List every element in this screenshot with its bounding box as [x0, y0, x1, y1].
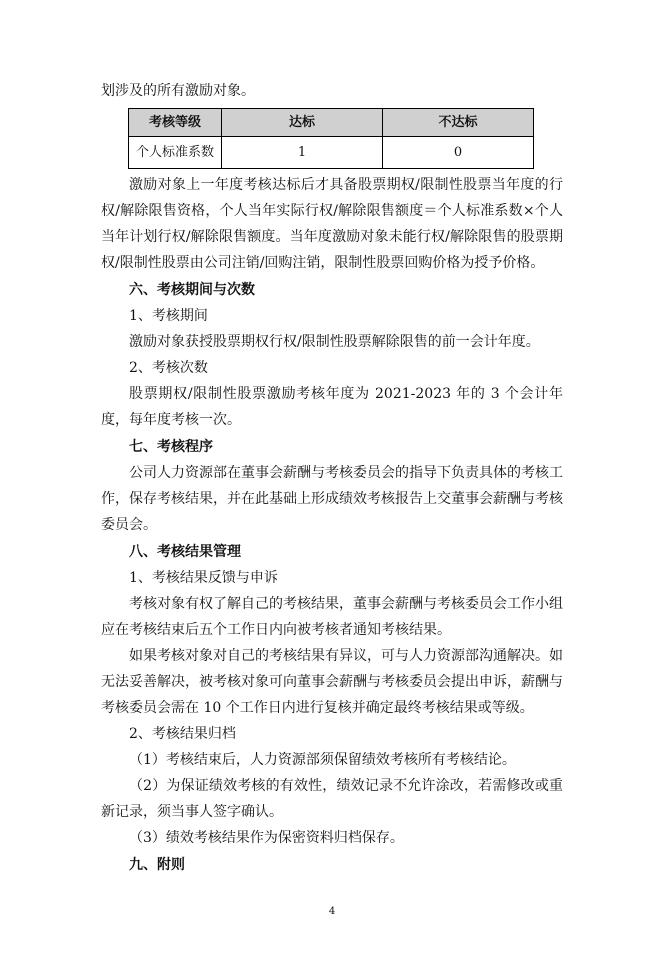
table-header: 考核等级	[129, 109, 222, 137]
table-cell: 个人标准系数	[129, 137, 222, 169]
paragraph: 如果考核对象对自己的考核结果有异议，可与人力资源部沟通解决。如无法妥善解决，被考核对象可向董事会薪酬与考核委员会提出申诉，薪酬与考核委员会需在 10 个工作日内进行复核并确定最终考核结果或等级。	[101, 648, 563, 716]
section-heading-9: 九、附则	[129, 857, 185, 873]
table-cell: 1	[222, 137, 383, 169]
paragraph: 股票期权/限制性股票激励考核年度为 2021-2023 年的 3 个会计年度，每年度考核一次。	[101, 386, 563, 428]
paragraph: （3）绩效考核结果作为保密资料归档保存。	[129, 830, 404, 846]
paragraph: （1）考核结束后，人力资源部须保留绩效考核所有考核结论。	[129, 752, 516, 768]
assessment-table	[128, 108, 534, 169]
paragraph: 考核对象有权了解自己的考核结果，董事会薪酬与考核委员会工作小组应在考核结束后五个工作日内向被考核者通知考核结果。	[101, 596, 563, 638]
subheading: 1、考核期间	[129, 308, 208, 324]
table-header-row	[129, 109, 534, 137]
subheading: 2、考核结果归档	[129, 726, 236, 742]
subheading: 1、考核结果反馈与申诉	[129, 570, 278, 586]
subheading: 2、考核次数	[129, 360, 208, 376]
section-heading-7: 七、考核程序	[129, 439, 213, 455]
paragraph: 激励对象上一年度考核达标后才具备股票期权/限制性股票当年度的行权/解除限售资格，个人当年实际行权/解除限售额度＝个人标准系数×个人当年计划行权/解除限售额度。当年度激励对象未能行权/解除限售的股票期权/限制性股票由公司注销/回购注销，限制性股票回购价格为授予价格。	[101, 177, 563, 271]
paragraph: 公司人力资源部在董事会薪酬与考核委员会的指导下负责具体的考核工作，保存考核结果，并在此基础上形成绩效考核报告上交董事会薪酬与考核委员会。	[101, 465, 563, 533]
table-cell: 0	[383, 137, 534, 169]
table-header: 不达标	[383, 109, 534, 137]
paragraph: 划涉及的所有激励对象。	[101, 83, 255, 99]
paragraph: （2）为保证绩效考核的有效性，绩效记录不允许涂改，若需修改或重新记录，须当事人签字确认。	[101, 778, 563, 820]
section-heading-6: 六、考核期间与次数	[129, 282, 255, 298]
section-heading-8: 八、考核结果管理	[129, 544, 241, 560]
table-row	[129, 137, 534, 169]
paragraph: 激励对象获授股票期权行权/限制性股票解除限售的前一会计年度。	[129, 334, 540, 350]
table-header: 达标	[222, 109, 383, 137]
page-number: 4	[328, 906, 336, 917]
